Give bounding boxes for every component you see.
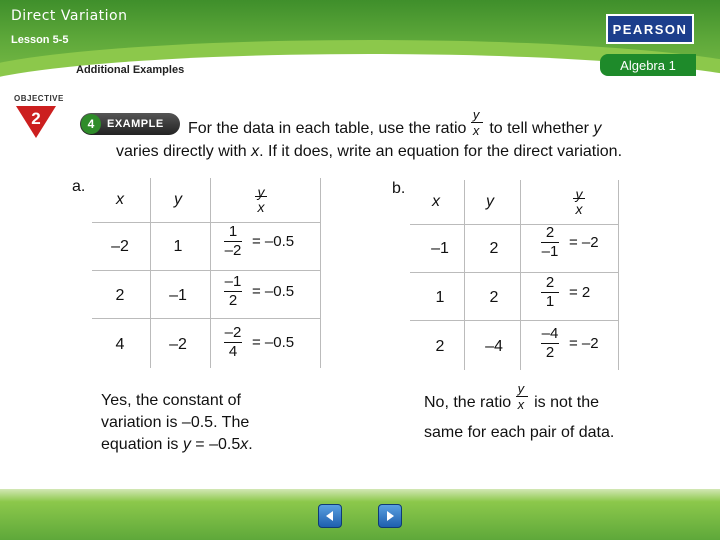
table-a-row1-num: 1 bbox=[228, 223, 238, 240]
table-a-row2-den: 2 bbox=[228, 292, 238, 309]
footer-bar bbox=[0, 489, 720, 540]
table-a-header-y: y bbox=[174, 191, 182, 208]
table-b-row3-x: 2 bbox=[435, 338, 445, 355]
objective-shield-icon bbox=[14, 104, 58, 140]
objective-number: 2 bbox=[31, 109, 41, 128]
table-a-row1-x: –2 bbox=[111, 238, 129, 255]
answer-a-var-x: x bbox=[240, 436, 249, 453]
answer-a-text3: . bbox=[248, 436, 253, 453]
table-a-row3-result: = –0.5 bbox=[252, 334, 295, 351]
table-b-ratio-den: x bbox=[575, 201, 583, 217]
table-a-row1-y: 1 bbox=[173, 238, 183, 255]
question-part-1: For the data in each table, use the ratio bbox=[188, 120, 467, 137]
table-a-label: a. bbox=[72, 178, 86, 195]
ratio-den: x bbox=[472, 123, 480, 138]
table-b-row2-result: = 2 bbox=[569, 284, 591, 301]
table-b-ratio-num: y bbox=[575, 186, 583, 202]
table-b-row3-result: = –2 bbox=[569, 335, 599, 352]
table-b-row1-num: 2 bbox=[545, 224, 555, 241]
answer-b-text2: is not the bbox=[534, 394, 599, 411]
table-a-ratio-den: x bbox=[257, 199, 265, 215]
answer-a-text1: Yes, the constant of variation is –0.5. The equation is bbox=[101, 392, 250, 453]
answer-a-text2: = –0.5 bbox=[195, 436, 241, 453]
objective-label: OBJECTIVE bbox=[14, 94, 64, 103]
ratio-num: y bbox=[472, 107, 480, 122]
question-line2-a: varies directly with bbox=[116, 143, 247, 160]
answer-b-ratio-num: y bbox=[517, 381, 525, 396]
table-a-row2-num: –1 bbox=[224, 273, 242, 290]
table-b-label: b. bbox=[392, 180, 406, 197]
answer-b-text1: No, the ratio bbox=[424, 394, 512, 411]
lesson-label: Lesson 5-5 bbox=[11, 34, 69, 46]
table-a-row3-x: 4 bbox=[115, 336, 125, 353]
question-line2-var: x bbox=[251, 143, 260, 160]
table-a-ratio-num: y bbox=[257, 184, 265, 200]
arrow-left-icon bbox=[323, 509, 337, 523]
pearson-logo: PEARSON bbox=[606, 14, 694, 44]
table-b-row2-den: 1 bbox=[545, 293, 555, 310]
question-line2-b: . If it does, write an equation for the direct variation. bbox=[259, 143, 623, 160]
table-a-row1-result: = –0.5 bbox=[252, 233, 295, 250]
table-b-row3-num: –4 bbox=[541, 325, 559, 342]
question-var-y: y bbox=[593, 120, 602, 137]
ratio-y-over-x bbox=[471, 107, 485, 138]
table-a-row3-y: –2 bbox=[169, 336, 187, 353]
question-line-1 bbox=[188, 107, 602, 138]
table-a-row2-result: = –0.5 bbox=[252, 283, 295, 300]
answer-b-line1 bbox=[424, 381, 599, 412]
question-line-2 bbox=[116, 143, 622, 161]
answer-b-ratio-den: x bbox=[517, 397, 525, 412]
table-b-row2-y: 2 bbox=[489, 289, 499, 306]
table-a-header-x: x bbox=[116, 191, 124, 208]
question-part-2: to tell whether bbox=[489, 120, 589, 137]
prev-slide-button[interactable] bbox=[318, 504, 342, 528]
answer-a-var-y: y bbox=[182, 436, 191, 453]
arrow-right-icon bbox=[383, 509, 397, 523]
table-b-row3-den: 2 bbox=[545, 344, 555, 361]
table-a-row2-x: 2 bbox=[115, 287, 125, 304]
course-label: Algebra 1 bbox=[600, 54, 696, 76]
table-a-row3-den: 4 bbox=[228, 343, 238, 360]
table-b-row1-result: = –2 bbox=[569, 234, 599, 251]
example-label: EXAMPLE bbox=[107, 118, 164, 130]
example-number: 4 bbox=[81, 114, 101, 134]
table-b-row1-y: 2 bbox=[489, 240, 499, 257]
table-b-row1-x: –1 bbox=[431, 240, 449, 257]
answer-b-ratio bbox=[516, 381, 530, 412]
next-slide-button[interactable] bbox=[378, 504, 402, 528]
table-b-row2-x: 1 bbox=[435, 289, 445, 306]
slide-title: Direct Variation bbox=[11, 8, 128, 24]
table-b-header-x: x bbox=[432, 193, 440, 210]
table-b-row2-num: 2 bbox=[545, 274, 555, 291]
table-a-row2-y: –1 bbox=[169, 287, 187, 304]
answer-b-line2: same for each pair of data. bbox=[424, 424, 615, 441]
table-b-row1-den: –1 bbox=[541, 243, 559, 260]
objective-badge bbox=[14, 94, 64, 140]
table-b-row3-y: –4 bbox=[485, 338, 503, 355]
table-b-header-y: y bbox=[486, 193, 494, 210]
example-badge bbox=[80, 113, 180, 135]
table-a-row3-num: –2 bbox=[224, 324, 242, 341]
table-a-row1-den: –2 bbox=[224, 242, 242, 259]
answer-a bbox=[101, 390, 301, 456]
section-label: Additional Examples bbox=[76, 64, 185, 76]
